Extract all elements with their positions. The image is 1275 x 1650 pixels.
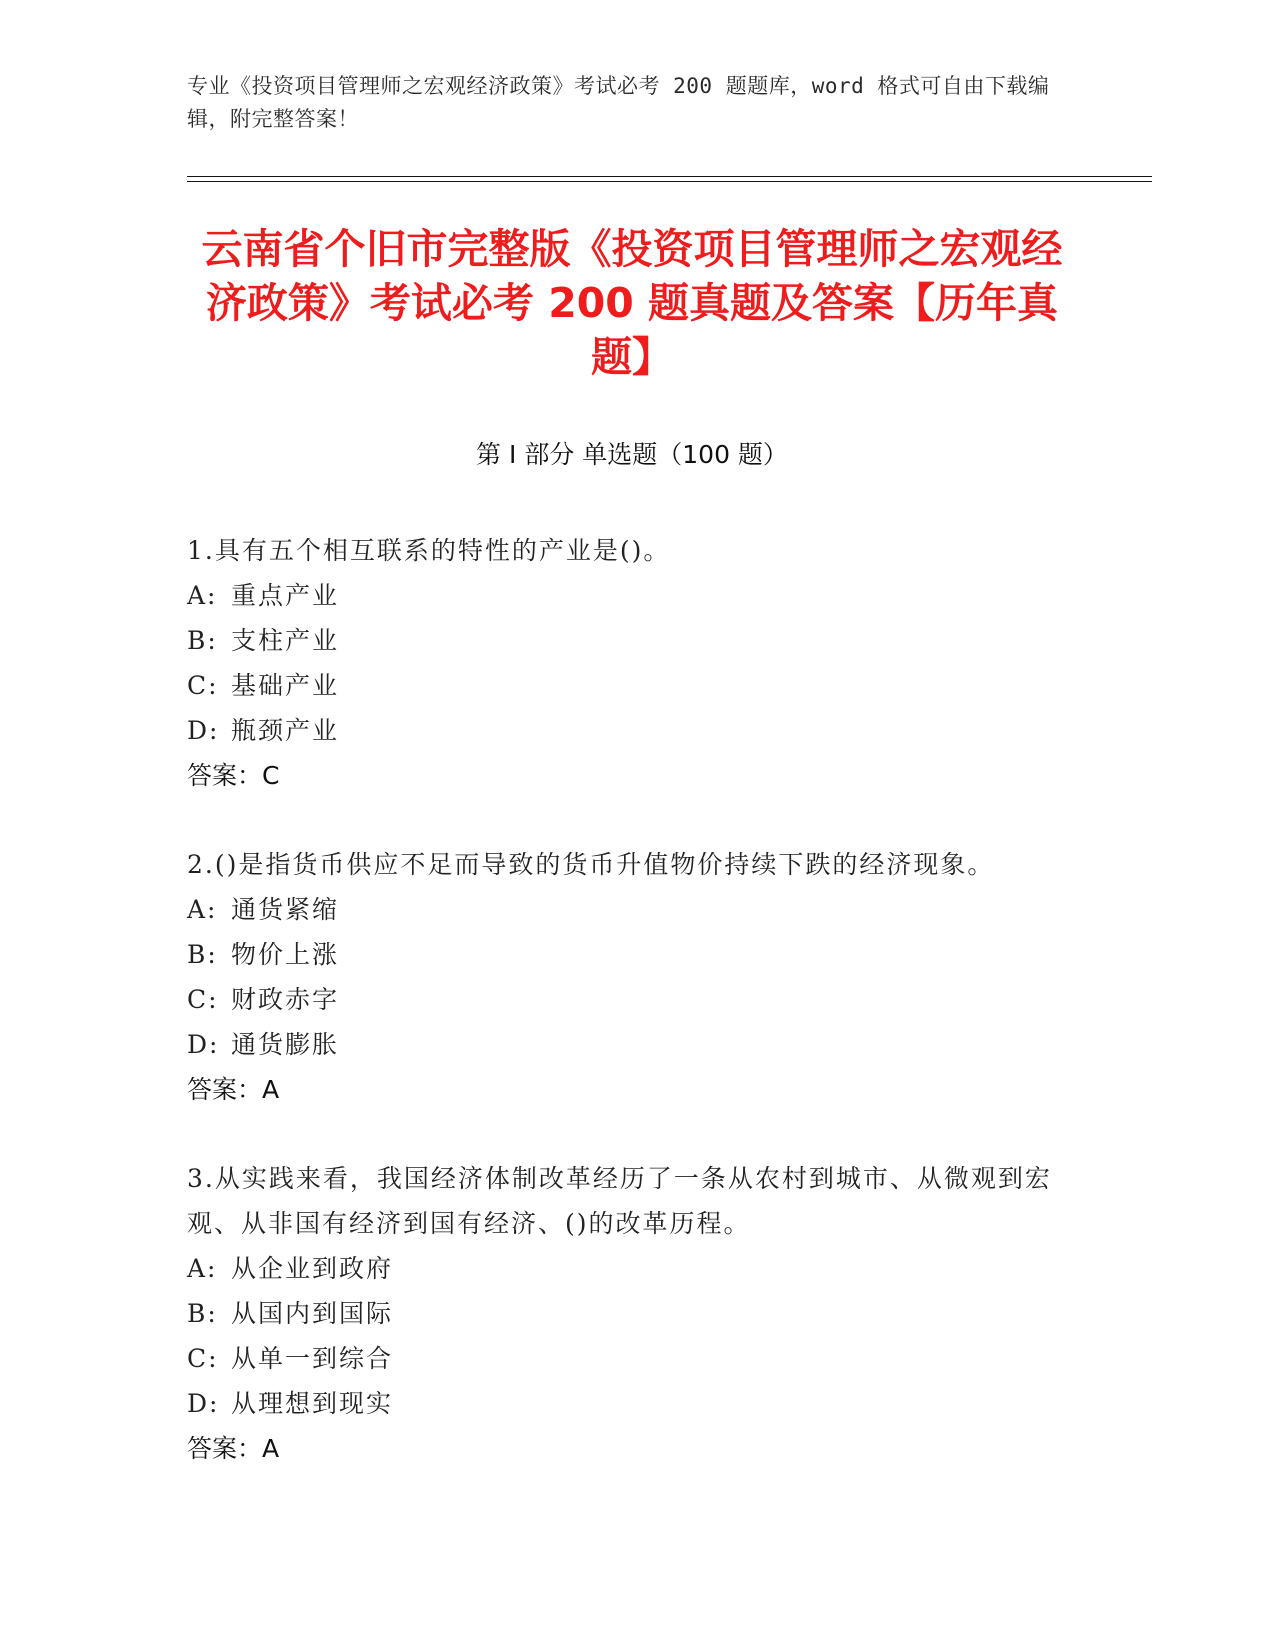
header-divider-top <box>187 176 1152 177</box>
option-b <box>187 932 1067 977</box>
section-heading: 第 I 部分 单选题（100 题） <box>476 440 788 469</box>
question-list <box>187 528 1067 1515</box>
option-text: 重点产业 <box>231 581 340 610</box>
option-c <box>187 663 1067 708</box>
option-text: 从企业到政府 <box>231 1254 394 1283</box>
option-text: 通货紧缩 <box>231 895 340 924</box>
option-text: 从理想到现实 <box>231 1389 394 1418</box>
option-a <box>187 887 1067 932</box>
answer-line: 答案：C <box>187 761 280 790</box>
option-letter: D: <box>187 1030 220 1059</box>
option-text: 支柱产业 <box>231 626 340 655</box>
option-text: 通货膨胀 <box>231 1030 340 1059</box>
option-text: 基础产业 <box>231 671 340 700</box>
option-letter: A: <box>187 895 218 924</box>
page-header-note: 专业《投资项目管理师之宏观经济政策》考试必考 200 题题库，word 格式可自由下载编辑，附完整答案！ <box>187 74 1050 131</box>
option-letter: B: <box>187 940 218 969</box>
header-divider-bottom <box>187 181 1152 182</box>
option-text: 财政赤字 <box>231 985 340 1014</box>
question-stem: 1.具有五个相互联系的特性的产业是()。 <box>187 536 671 565</box>
answer-line: 答案：A <box>187 1434 280 1463</box>
option-text: 物价上涨 <box>231 940 340 969</box>
answer-line: 答案：A <box>187 1075 280 1104</box>
question-stem: 3.从实践来看，我国经济体制改革经历了一条从农村到城市、从微观到宏观、从非国有经济到国有经济、()的改革历程。 <box>187 1164 1052 1238</box>
option-letter: B: <box>187 626 218 655</box>
question-stem: 2.()是指货币供应不足而导致的货币升值物价持续下跌的经济现象。 <box>187 850 995 879</box>
option-d <box>187 1381 1067 1426</box>
option-text: 从单一到综合 <box>231 1344 394 1373</box>
option-letter: C: <box>187 985 219 1014</box>
option-c <box>187 977 1067 1022</box>
option-letter: B: <box>187 1299 218 1328</box>
option-text: 瓶颈产业 <box>231 716 340 745</box>
option-letter: A: <box>187 1254 218 1283</box>
option-letter: C: <box>187 1344 219 1373</box>
option-b <box>187 1291 1067 1336</box>
question-item <box>187 1156 1067 1471</box>
option-letter: C: <box>187 671 219 700</box>
option-text: 从国内到国际 <box>231 1299 394 1328</box>
option-a <box>187 573 1067 618</box>
option-a <box>187 1246 1067 1291</box>
option-b <box>187 618 1067 663</box>
option-d <box>187 1022 1067 1067</box>
question-item <box>187 528 1067 798</box>
document-title: 云南省个旧市完整版《投资项目管理师之宏观经济政策》考试必考 200 题真题及答案【历年真题】 <box>201 225 1063 381</box>
option-c <box>187 1336 1067 1381</box>
option-letter: A: <box>187 581 218 610</box>
question-item <box>187 842 1067 1112</box>
option-letter: D: <box>187 1389 220 1418</box>
option-d <box>187 708 1067 753</box>
option-letter: D: <box>187 716 220 745</box>
